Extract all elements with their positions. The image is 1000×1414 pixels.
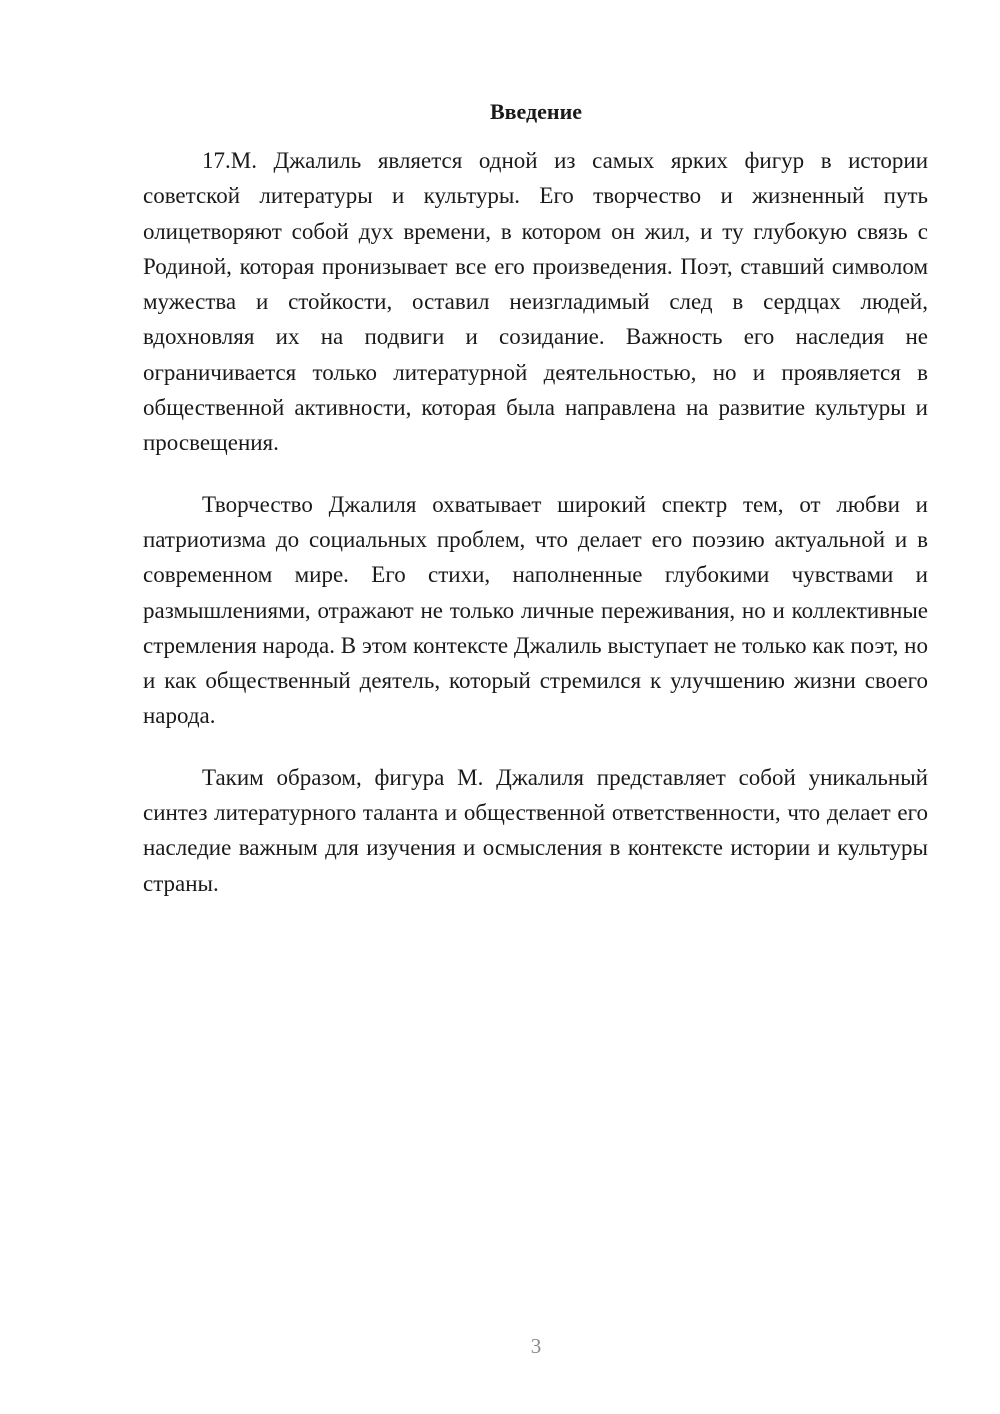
body-text	[143, 143, 928, 927]
paragraph: Творчество Джалиля охватывает широкий спектр тем, от любви и патриотизма до социальных проблем, что делает его поэзию актуальной и в современном мире. Его стихи, наполненные глубокими чувствами и размышлениями, отражают не только личные переживания, но и коллективные стремления народа. В этом контексте Джалиль выступает не только как поэт, но и как общественный деятель, который стремился к улучшению жизни своего народа.	[143, 491, 928, 729]
paragraph: Таким образом, фигура М. Джалиля представляет собой уникальный синтез литературного таланта и общественной ответственности, что делает его наследие важным для изучения и осмысления в контексте истории и культуры страны.	[143, 764, 928, 896]
page-number: 3	[530, 1334, 542, 1358]
section-heading: Введение	[489, 99, 583, 124]
paragraph: 17.М. Джалиль является одной из самых ярких фигур в истории советской литературы и культуры. Его творчество и жизненный путь олицетворяют собой дух времени, в котором он жил, и ту глубокую связь с Родиной, которая пронизывает все его произведения. Поэт, ставший символом мужества и стойкости, оставил неизгладимый след в сердцах людей, вдохновляя их на подвиги и созидание. Важность его наследия не ограничивается только литературной деятельностью, но и проявляется в общественной активности, которая была направлена на развитие культуры и просвещения.	[143, 148, 928, 456]
